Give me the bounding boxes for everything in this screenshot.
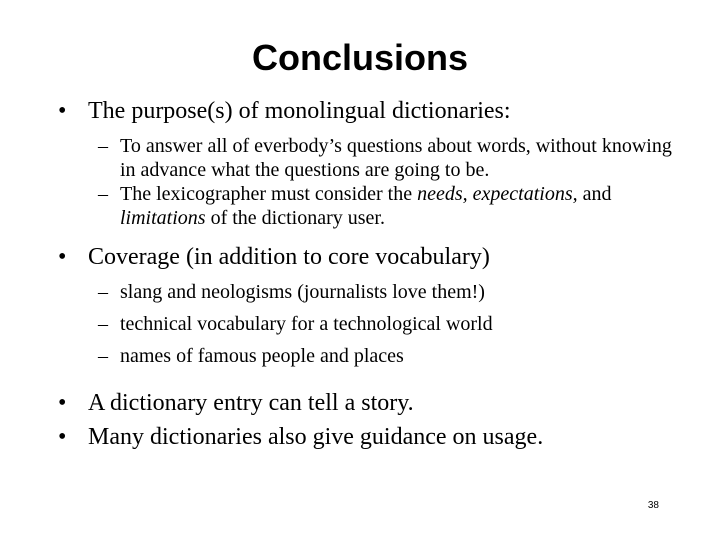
sub-item-text: names of famous people and places [120,345,404,367]
dash-marker: – [98,183,108,205]
sub-item-text-part: of the dictionary user. [205,207,385,229]
bullet-usage-guidance [58,422,678,452]
slide-body [58,96,678,452]
dash-marker: – [98,313,108,335]
bullet-marker: • [58,98,67,124]
dash-marker: – [98,135,108,157]
slide-title: Conclusions [251,37,469,78]
sub-item-answer-questions [98,134,678,182]
sub-item-text-part: and [577,183,612,205]
sub-item-text: slang and neologisms (journalists love them!) [120,281,485,303]
dash-marker: – [98,345,108,367]
bullet-text: The purpose(s) of monolingual dictionaries: [88,98,511,124]
sub-item-text: To answer all of everbody’s questions about words, without knowing in advance what the questions are going to be. [120,135,672,181]
sub-list-coverage [58,280,678,368]
bullet-purpose [58,96,678,126]
page-number: 38 [647,500,659,511]
sub-item-text: technical vocabulary for a technological world [120,313,493,335]
sub-item-text-part: The lexicographer must consider the [120,183,418,205]
sub-item-technical [98,312,678,336]
italic-limitations: limitations [120,207,206,229]
italic-needs-expectations: needs, expectations, [417,183,578,205]
sub-item-lexicographer [98,182,678,230]
bullet-marker: • [58,424,67,450]
dash-marker: – [98,281,108,303]
bullet-text: A dictionary entry can tell a story. [88,390,414,416]
sub-list-purpose [58,134,678,230]
sub-item-names [98,344,678,368]
bullet-coverage [58,242,678,272]
bullet-marker: • [58,390,67,416]
bullet-marker: • [58,244,67,270]
bullet-text: Coverage (in addition to core vocabulary) [88,244,490,270]
sub-item-slang [98,280,678,304]
bullet-text: Many dictionaries also give guidance on usage. [88,424,544,450]
bullet-entry-story [58,388,678,418]
